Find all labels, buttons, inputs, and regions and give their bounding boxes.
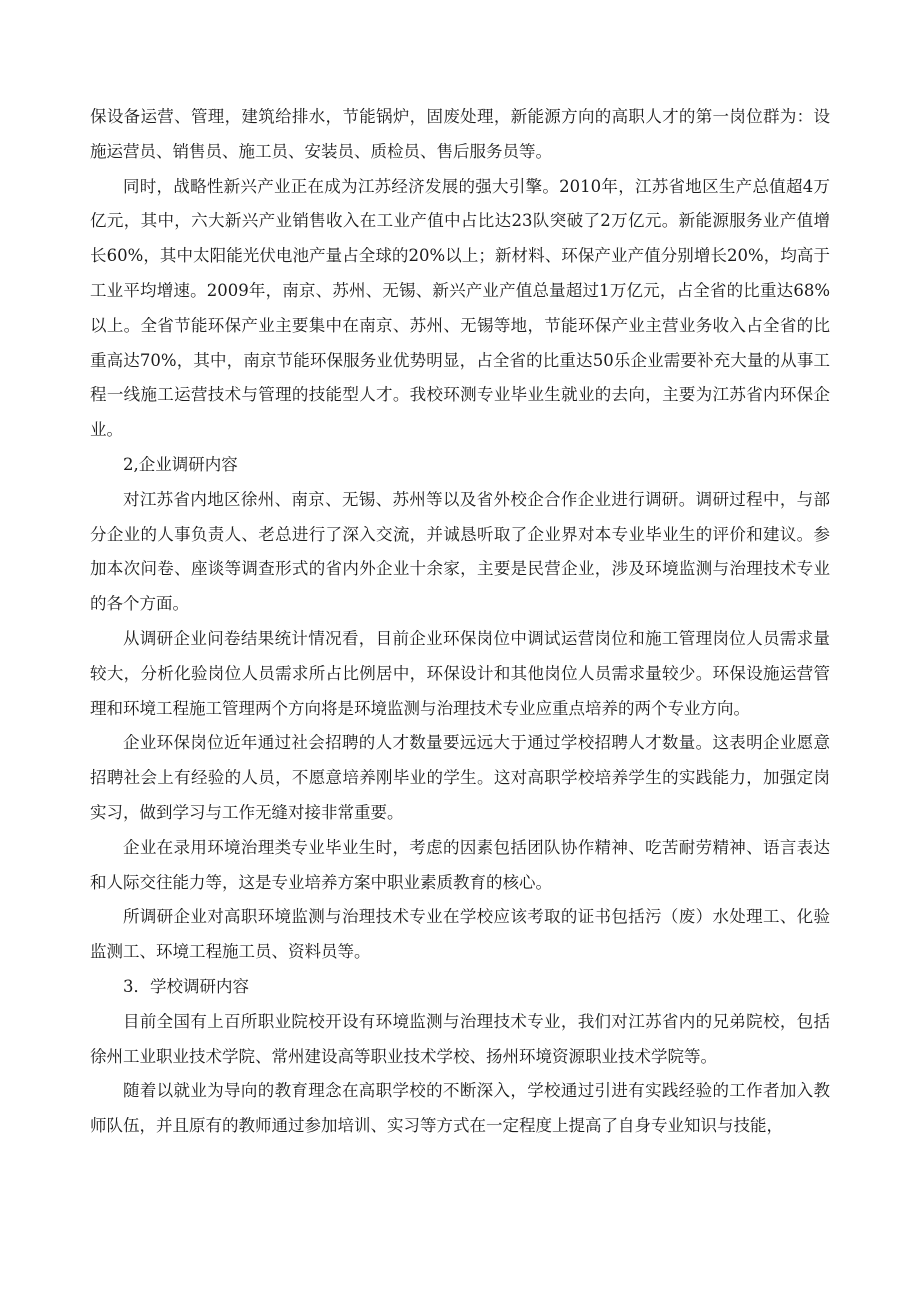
section-heading-school-research: 3．学校调研内容 [123, 976, 249, 996]
paragraph-emerging-industries: 同时，战略性新兴产业正在成为江苏经济发展的强大引擎。2010年，江苏省地区生产总值超4万亿元，其中，六大新兴产业销售收入在工业产值中占比达23队突破了2万亿元。新能源服务业产值增长60%，其中太阳能光伏电池产量占全球的20%以上；新材料、环保产业产值分别增长20%，均高于工业平均增速。2009年，南京、苏州、无锡、新兴产业产值总量超过1万亿元，占全省的比重达68%以上。全省节能环保产业主要集中在南京、苏州、无锡等地，节能环保产业主营业务收入占全省的比重高达70%，其中，南京节能环保服务业优势明显，占全省的比重达50乐企业需要补充大量的从事工程一线施工运营技术与管理的技能型人才。我校环测专业毕业生就业的去向，主要为江苏省内环保企业。 [90, 176, 830, 440]
document-page [90, 100, 830, 1144]
paragraph-research-scope: 对江苏省内地区徐州、南京、无锡、苏州等以及省外校企合作企业进行调研。调研过程中，与部分企业的人事负责人、老总进行了深入交流，并诚恳听取了企业界对本专业毕业生的评价和建议。参加本次问卷、座谈等调查形式的省内外企业十余家，主要是民营企业，涉及环境监测与治理技术专业的各个方面。 [90, 489, 830, 614]
section-heading-enterprise-research: 2,企业调研内容 [123, 454, 238, 474]
paragraph-certificates: 所调研企业对高职环境监测与治理技术专业在学校应该考取的证书包括污（废）水处理工、化验监测工、环境工程施工员、资料员等。 [90, 907, 830, 962]
paragraph-continuation: 保设备运营、管理，建筑给排水，节能锅炉，固废处理，新能源方向的高职人才的第一岗位群为：设施运营员、销售员、施工员、安装员、质检员、售后服务员等。 [90, 107, 830, 161]
paragraph-survey-results: 从调研企业问卷结果统计情况看，目前企业环保岗位中调试运营岗位和施工管理岗位人员需求量较大，分析化验岗位人员需求所占比例居中，环保设计和其他岗位人员需求量较少。环保设施运营管理和环境工程施工管理两个方向将是环境监测与治理技术专业应重点培养的两个专业方向。 [90, 628, 830, 718]
paragraph-recruitment: 企业环保岗位近年通过社会招聘的人才数量要远远大于通过学校招聘人才数量。这表明企业愿意招聘社会上有经验的人员，不愿意培养刚毕业的学生。这对高职学校培养学生的实践能力，加强定岗实习，做到学习与工作无缝对接非常重要。 [90, 733, 830, 822]
paragraph-teacher-development: 随着以就业为导向的教育理念在高职学校的不断深入，学校通过引进有实践经验的工作者加入教师队伍，并且原有的教师通过参加培训、实习等方式在一定程度上提高了自身专业知识与技能， [90, 1081, 830, 1136]
paragraph-schools-surveyed: 目前全国有上百所职业院校开设有环境监测与治理技术专业，我们对江苏省内的兄弟院校，包括徐州工业职业技术学院、常州建设高等职业技术学校、扬州环境资源职业技术学院等。 [90, 1011, 830, 1066]
paragraph-hiring-factors: 企业在录用环境治理类专业毕业生时，考虑的因素包括团队协作精神、吃苦耐劳精神、语言表达和人际交往能力等，这是专业培养方案中职业素质教育的核心。 [90, 837, 830, 892]
